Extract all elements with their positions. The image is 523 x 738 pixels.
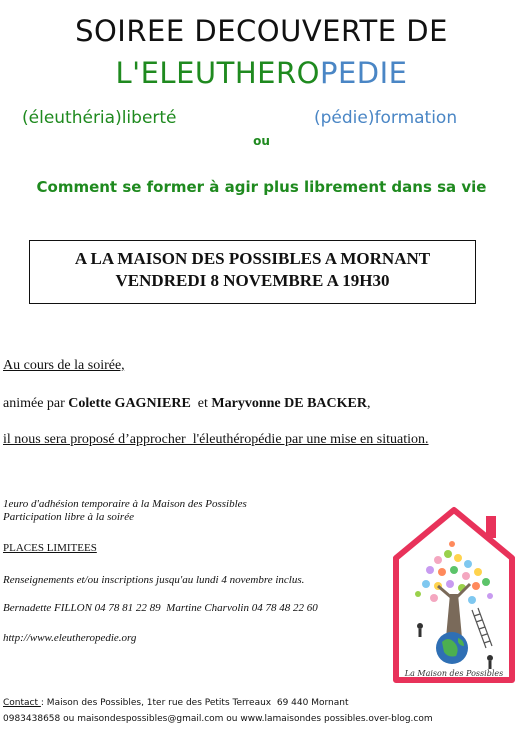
contact-address: Maison des Possibles, 1ter rue des Petits Terreaux 69 440 Mornant <box>43 698 349 708</box>
footer-contact-line2[interactable]: 0983438658 ou maisondespossibles@gmail.com ou www.lamaisondes possibles.over-blog.com <box>3 714 433 724</box>
maison-des-possibles-logo <box>390 498 518 688</box>
host-colette: Colette GAGNIERE <box>68 396 191 411</box>
tagline: Comment se former à agir plus librement dans sa vie <box>36 178 487 196</box>
intro-text: Au cours de la soirée, <box>3 358 125 373</box>
event-box <box>29 240 476 304</box>
subtitle-liberte: (éleuthéria)liberté <box>22 108 177 128</box>
subtitle-formation: (pédie)formation <box>314 108 458 128</box>
title-part-green: L'ELEUTHERO <box>115 56 320 90</box>
contact-label: Contact <box>3 698 41 708</box>
contact-colon: : <box>40 698 44 708</box>
website-link[interactable]: http://www.eleutheropedie.org <box>3 632 137 644</box>
tree-trunk <box>446 594 462 638</box>
animated-prefix: animée par <box>3 396 69 411</box>
host-maryvonne: Maryvonne DE BACKER <box>211 396 367 411</box>
adhesion-text: 1euro d'adhésion temporaire à la Maison des Possibles <box>3 498 247 510</box>
proposal-text: il nous sera proposé d’approcher l'éleuthéropédie par une mise en situation. <box>3 432 429 447</box>
places-limitees: PLACES LIMITEES <box>3 542 97 554</box>
comma-text: , <box>366 396 371 411</box>
hosts-line <box>3 396 370 412</box>
title-line2 <box>0 56 523 90</box>
footer-contact <box>3 698 348 708</box>
ou-text: ou <box>253 134 270 148</box>
participation-text: Participation libre à la soirée <box>3 511 134 523</box>
renseignements-text: Renseignements et/ou inscriptions jusqu'au lundi 4 novembre inclus. <box>3 574 305 586</box>
title-part-blue: PEDIE <box>319 56 408 90</box>
title-line1: SOIREE DECOUVERTE DE <box>75 14 448 48</box>
event-location: A LA MAISON DES POSSIBLES A MORNANT <box>74 249 431 268</box>
and-text: et <box>190 396 212 411</box>
contact-phones: Bernadette FILLON 04 78 81 22 89 Martine Charvolin 04 78 48 22 60 <box>3 602 318 614</box>
event-date: VENDREDI 8 NOVEMBRE A 19H30 <box>115 271 390 290</box>
logo-signature: La Maison des Possibles <box>404 669 504 678</box>
